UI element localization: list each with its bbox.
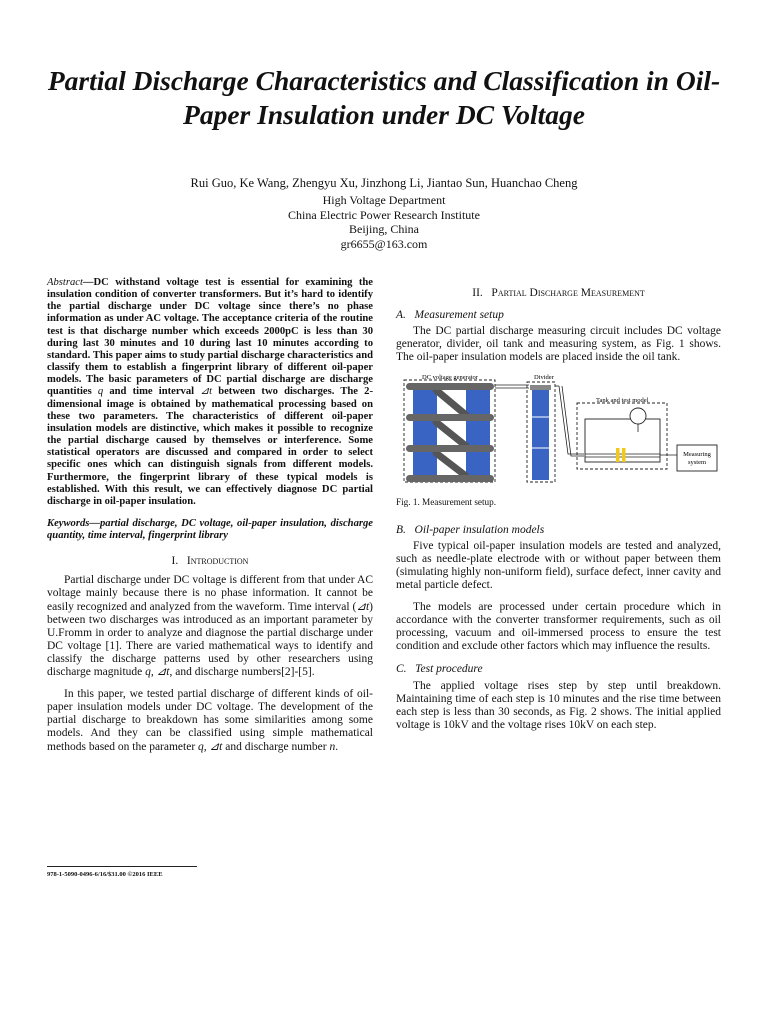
grading-ring [406,414,494,421]
subsection-heading-a [396,309,721,322]
measuring-label-2: system [687,459,707,467]
text-run: , [150,666,157,679]
measuring-system-box [677,445,717,471]
keywords-text: —partial discharge, DC voltage, oil-paper insulation, discharge quantity, time interval, fingerprint library [47,517,373,542]
intro-paragraph-1 [47,574,373,679]
keywords [47,518,373,542]
symbol-q: q [198,740,204,753]
test-model-electrode [622,448,626,462]
subsection-heading-c [396,663,721,676]
generator-stack [466,451,490,477]
section-title: Partial Discharge Measurement [491,287,645,299]
procedure-paragraph: The applied voltage rises step by step until breakdown. Maintaining time of each step is 10 minutes and the rise time between each step is less than 30 seconds, as Fig. 2 shows. The initial applied voltage is 10kV and the voltage rises 10kV on each step. [396,679,721,731]
divider-label: Divider [534,374,554,382]
symbol-n: n [329,740,336,753]
generator-stack [466,420,490,446]
generator-stack [466,389,490,415]
affiliation-institute: China Electric Power Research Institute [288,207,480,222]
abstract-text-1: —DC withstand voltage test is essential for examining the insulation condition of converter transformers. But it’s hard to identify the partial discharge under DC voltage since there’s no phase information as under AC voltage. The acceptance criteria of the routine test is that discharge number which exceeds 2000pC is less than 30 during last 30 minutes and 10 during last 10 minutes according to standard. This paper aims to study partial discharge characteristics and classify them to establish a fingerprint library of different oil-paper models. The basic parameters of DC partial discharge are discharge quantities [47,277,373,398]
text-run: . [335,740,339,753]
rectifier-bar [436,422,466,446]
subsection-title: Measurement setup [414,309,504,322]
grading-ring [406,445,494,452]
symbol-dt: ⊿t [356,600,370,613]
subsection-label: C. [396,663,407,676]
models-paragraph-2: The models are processed under certain procedure which in accordance with the converter transformer requirements, such as oil processing, vacuum and oil-immersed process to ensure the test condition and exclude other factors which may influence the results. [396,601,721,653]
subsection-label: A. [396,309,406,322]
measuring-label-1: Measuring [683,451,711,459]
measurement-setup-paragraph: The DC partial discharge measuring circuit includes DC voltage generator, divider, oil tank and measuring system, as Fig. 1 shows. The oil-paper insulation models are placed inside the oil tank. [396,325,721,364]
keywords-label: Keywords [47,517,90,529]
text-run: , and discharge numbers[2]-[5]. [169,666,315,679]
subsection-title: Oil-paper insulation models [414,523,545,536]
symbol-q: q [145,666,151,679]
section-title: Introduction [186,555,249,568]
hv-lead [562,386,584,456]
paper-title: Partial Discharge Characteristics and Classification in Oil-Paper Insulation under DC Voltage [47,65,721,130]
text-run: and discharge number [222,740,330,753]
symbol-dt: ⊿t [209,740,223,753]
text-run: Partial discharge under DC voltage is different from that under AC voltage mainly because there is no phase information. It cannot be easily recognized and analyzed from the waveform. Time interval ( [47,574,373,613]
author-list: Rui Guo, Ke Wang, Zhengyu Xu, Jinzhong Li, Jiantao Sun, Huanchao Cheng [190,176,578,190]
copyright-footnote: 978-1-5090-0496-6/16/$31.00 ©2016 IEEE [47,866,197,878]
subsection-heading-b [396,524,721,537]
abstract-text-3: between two discharges. The 2-dimensional image is obtained by mathematical processing based on these two parameters. The characteristics of different oil-paper insulation models are distinctive, which makes it possible to recognize the partial discharge caused by themselves or interference. Some statistical operators are discussed and compared in order to select specific ones which can distinguish signals from different models. Furthermore, the fingerprint library of these typical models is established. With this result, we can effectively diagnose DC partial discharge in oil-paper insulation. [47,386,373,507]
measurement-setup-diagram [396,372,721,490]
affiliation-location: Beijing, China [349,222,419,236]
generator-stack [413,389,437,415]
tank-label: Tank and test model [596,397,649,405]
hv-lead [559,386,584,454]
section-number: II. [472,287,483,299]
abstract-dt: ⊿t [200,386,213,398]
abstract [47,277,373,508]
affiliation-department: High Voltage Department [322,193,446,207]
text-run: In this paper, we tested partial discharge of different kinds of oil-paper insulation models under DC voltage. The development of the partial discharge to breakdown has some similarities among some models. And they can be classified using simple mathematical methods based on the parameter [47,688,373,753]
figure-measurement-setup [396,372,721,490]
affiliation-email: gr6655@163.com [340,236,428,251]
symbol-dt: ⊿t [156,666,170,679]
left-column [47,277,373,754]
section-number: I. [171,555,179,568]
text-run: , [203,740,210,753]
divider-cap [530,385,551,390]
abstract-label: Abstract [47,277,83,288]
subsection-title: Test procedure [415,663,483,676]
section-heading-introduction [47,555,373,568]
section-heading-measurement [396,287,721,300]
rectifier-bar [436,390,466,415]
intro-paragraph-2 [47,688,373,753]
grading-ring [406,383,494,390]
subsection-label: B. [396,523,406,536]
abstract-text-2: and time interval [103,386,201,398]
affiliation [0,193,768,251]
test-model-electrode [616,448,620,462]
models-paragraph-1: Five typical oil-paper insulation models are tested and analyzed, such as needle-plate electrode with or without paper between them (simulating highly non-uniform field), surface defect, inner cavity and metal particle defect. [396,539,721,591]
text-run: ) between two discharges was introduced as an important parameter by U.Fromm in order to analyze and diagnose the partial discharge under DC voltage [1]. There are varied mathematical ways to identify and classify the discharge patterns used by other researchers using discharge magnitude [47,600,373,679]
rectifier-bar [436,453,466,476]
abstract-q: q [97,386,104,398]
bushing-coupling [630,408,646,424]
right-column [396,277,721,732]
figure-caption: Fig. 1. Measurement setup. [396,497,497,508]
grading-ring [406,475,494,482]
divider-column [532,388,549,480]
generator-label: DC voltage generator [422,374,478,382]
